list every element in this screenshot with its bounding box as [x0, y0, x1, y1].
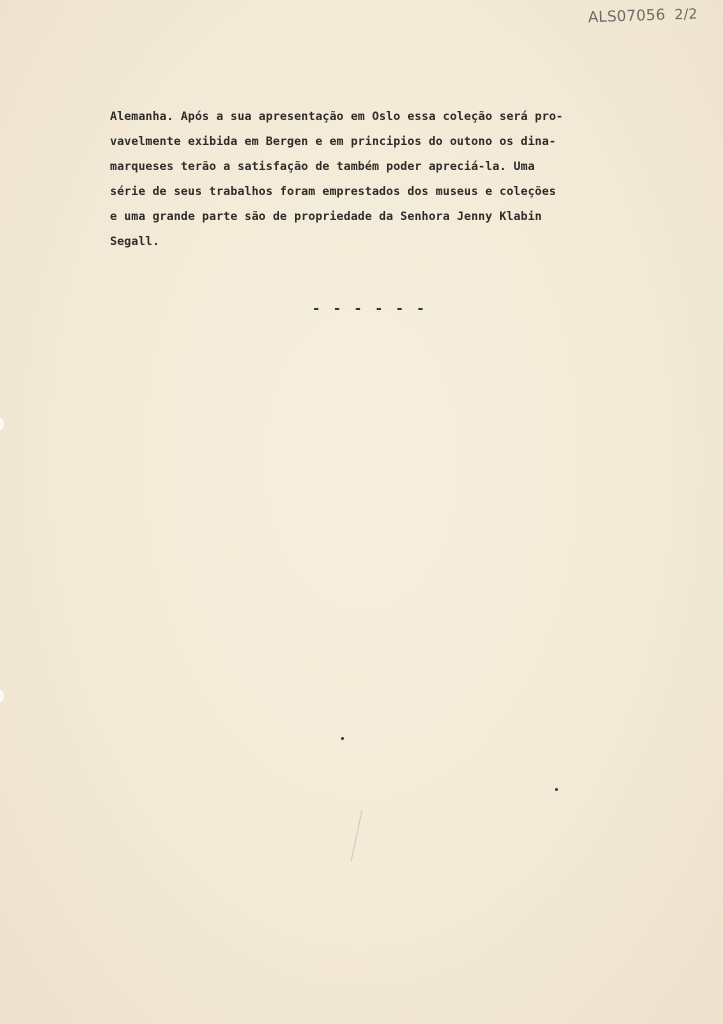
text-line: vavelmente exibida em Bergen e em principios do outono os dina- — [110, 134, 557, 148]
section-separator: - - - - - - — [312, 301, 427, 317]
text-line: série de seus trabalhos foram emprestados dos museus e coleções — [110, 184, 557, 198]
paper-speck — [341, 737, 344, 740]
page-number-fraction: 2/2 — [674, 6, 698, 24]
punch-hole-mark — [0, 690, 4, 702]
text-line: Alemanha. Após a sua apresentação em Oslo essa coleção será pro- — [110, 109, 564, 123]
paper-speck — [555, 788, 558, 791]
text-line: Segall. — [110, 234, 160, 248]
archive-reference-code: ALS07056 — [587, 5, 666, 27]
archive-reference-annotation — [588, 4, 719, 27]
typed-paragraph — [110, 104, 710, 254]
punch-hole-mark — [0, 418, 4, 430]
text-line: marqueses terão a satisfação de também poder apreciá-la. Uma — [110, 159, 535, 173]
text-line: e uma grande parte são de propriedade da Senhora Jenny Klabin — [110, 209, 542, 223]
paper-scratch — [351, 810, 363, 861]
